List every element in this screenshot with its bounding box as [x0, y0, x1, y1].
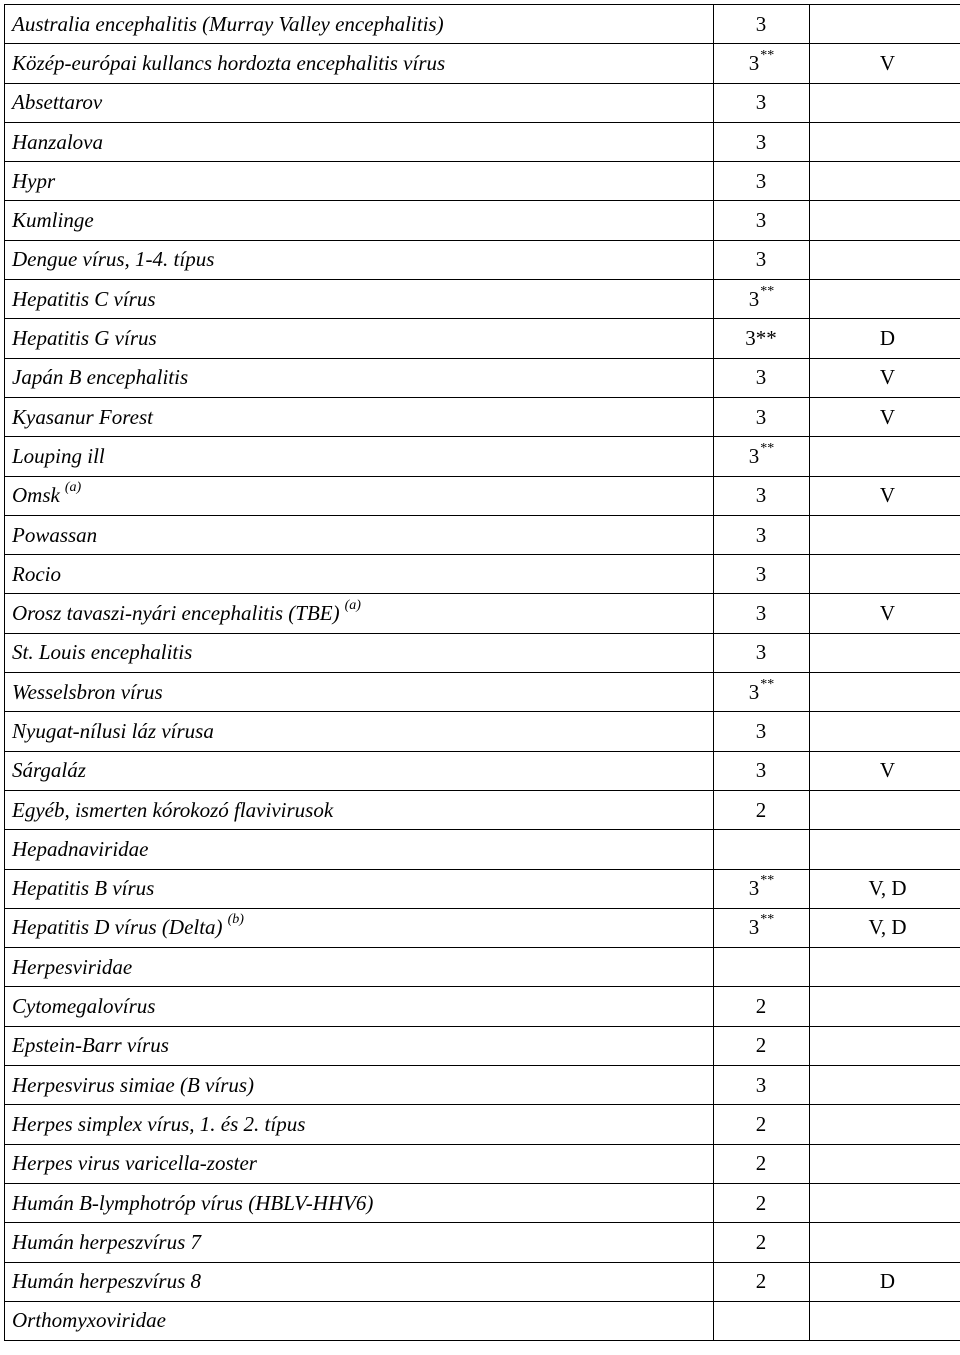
agent-name-cell: [5, 1066, 714, 1105]
agent-name: Herpes simplex vírus, 1. és 2. típus: [12, 1111, 306, 1136]
agent-name: Absettarov: [12, 90, 103, 115]
risk-group-cell: [714, 1262, 810, 1301]
agent-name: Nyugat-nílusi láz vírusa: [12, 718, 214, 743]
remarks-cell: [810, 1301, 960, 1340]
agent-name: Egyéb, ismerten kórokozó flavivirusok: [12, 797, 334, 822]
remarks-cell: [810, 1144, 960, 1183]
risk-group: 3: [755, 168, 767, 193]
remarks-cell: [810, 712, 960, 751]
agent-name-cell: [5, 83, 714, 122]
table-row: [5, 1105, 960, 1144]
agent-name-cell: [5, 1183, 714, 1222]
table-row: [5, 987, 960, 1026]
agent-name: Orosz tavaszi-nyári encephalitis (TBE): [12, 601, 340, 626]
risk-group: 3: [748, 679, 760, 704]
risk-group-cell: [714, 44, 810, 83]
agent-name-cell: [5, 987, 714, 1026]
risk-group-cell: [714, 633, 810, 672]
remarks-cell: [810, 1105, 960, 1144]
agent-name: Herpes virus varicella-zoster: [12, 1151, 257, 1176]
agent-name: Wesselsbron vírus: [12, 679, 163, 704]
risk-group-cell: [714, 83, 810, 122]
remarks-cell: [810, 122, 960, 161]
risk-group: 3: [755, 404, 767, 429]
table-row: [5, 5, 960, 44]
remarks-cell: [810, 1026, 960, 1065]
table-row: [5, 515, 960, 554]
agent-name-cell: [5, 319, 714, 358]
remarks-cell: V: [810, 358, 960, 397]
agent-name-cell: [5, 1026, 714, 1065]
risk-group: 3: [755, 1072, 767, 1097]
risk-group: 3: [748, 286, 760, 311]
agent-name: Rocio: [12, 561, 61, 586]
risk-group-cell: [714, 358, 810, 397]
risk-group-cell: [714, 515, 810, 554]
agent-name-cell: [5, 1105, 714, 1144]
risk-group: 3: [755, 90, 767, 115]
table-body: [5, 5, 960, 1341]
agent-name: Herpesviridae: [12, 954, 133, 979]
remarks-cell: [810, 987, 960, 1026]
agent-name-cell: [5, 201, 714, 240]
table-row: [5, 44, 960, 83]
risk-group: 3: [755, 640, 767, 665]
risk-group-cell: [714, 5, 810, 44]
risk-group: 3: [748, 876, 760, 901]
agent-name-cell: [5, 162, 714, 201]
table-row: [5, 122, 960, 161]
risk-group-note-mark: **: [760, 47, 775, 63]
remarks-cell: [810, 280, 960, 319]
agent-name-cell: [5, 948, 714, 987]
risk-group-cell: [714, 1183, 810, 1222]
risk-group: 2: [755, 1151, 767, 1176]
agent-name-cell: [5, 1301, 714, 1340]
agent-name-cell: [5, 751, 714, 790]
agent-name-cell: [5, 673, 714, 712]
risk-group-cell: [714, 280, 810, 319]
agent-name-note-mark: (b): [227, 912, 244, 928]
risk-group: 3: [755, 365, 767, 390]
risk-group: 3: [755, 247, 767, 272]
agent-name: Hepatitis D vírus (Delta): [12, 915, 223, 940]
remarks-cell: [810, 1223, 960, 1262]
risk-group-cell: [714, 712, 810, 751]
agent-name-cell: [5, 1223, 714, 1262]
risk-group-cell: [714, 397, 810, 436]
remarks-cell: V: [810, 397, 960, 436]
table-row: [5, 201, 960, 240]
table-row: [5, 83, 960, 122]
agent-name: Humán herpeszvírus 8: [12, 1269, 201, 1294]
risk-group: 3**: [745, 326, 777, 351]
agent-name-cell: [5, 555, 714, 594]
table-row: [5, 162, 960, 201]
risk-group: 2: [755, 1033, 767, 1058]
agent-name-cell: [5, 712, 714, 751]
agent-name: Hepatitis C vírus: [12, 286, 156, 311]
risk-group: 3: [755, 718, 767, 743]
remarks-cell: [810, 201, 960, 240]
remarks-cell: [810, 83, 960, 122]
agent-name-cell: [5, 869, 714, 908]
table-row: [5, 790, 960, 829]
agent-name-cell: [5, 790, 714, 829]
agent-name: St. Louis encephalitis: [12, 640, 193, 665]
risk-group: 2: [755, 1229, 767, 1254]
agent-name: Sárgaláz: [12, 758, 86, 783]
agent-name-cell: [5, 437, 714, 476]
table-row: [5, 751, 960, 790]
agent-name: Közép-európai kullancs hordozta encephalitis vírus: [12, 50, 446, 75]
agent-classification-table: [4, 4, 960, 1341]
table-row: [5, 1144, 960, 1183]
risk-group-note-mark: **: [760, 440, 775, 456]
remarks-cell: [810, 1183, 960, 1222]
remarks-cell: V: [810, 44, 960, 83]
table-row: [5, 476, 960, 515]
table-row: [5, 673, 960, 712]
table-row: [5, 1301, 960, 1340]
risk-group-cell: [714, 122, 810, 161]
risk-group: 3: [748, 443, 760, 468]
remarks-cell: [810, 633, 960, 672]
agent-name: Cytomegalovírus: [12, 994, 156, 1019]
agent-name-cell: [5, 515, 714, 554]
remarks-cell: [810, 240, 960, 279]
remarks-cell: V: [810, 594, 960, 633]
risk-group-cell: [714, 1105, 810, 1144]
agent-name-cell: [5, 908, 714, 947]
table-row: [5, 633, 960, 672]
risk-group: 3: [755, 758, 767, 783]
risk-group: 2: [755, 1111, 767, 1136]
risk-group-cell: [714, 1223, 810, 1262]
agent-name-cell: [5, 240, 714, 279]
risk-group-note-mark: **: [760, 283, 775, 299]
agent-name: Hepatitis G vírus: [12, 326, 157, 351]
remarks-cell: [810, 1066, 960, 1105]
remarks-cell: V, D: [810, 869, 960, 908]
table-row: [5, 712, 960, 751]
risk-group-cell: [714, 751, 810, 790]
table-row: [5, 948, 960, 987]
table-row: [5, 869, 960, 908]
remarks-cell: [810, 673, 960, 712]
risk-group: 3: [755, 601, 767, 626]
table-row: [5, 437, 960, 476]
agent-name-cell: [5, 397, 714, 436]
risk-group-cell: [714, 319, 810, 358]
risk-group-cell: [714, 790, 810, 829]
table-row: [5, 555, 960, 594]
agent-name-cell: [5, 1144, 714, 1183]
table-row: [5, 594, 960, 633]
risk-group-cell: [714, 1144, 810, 1183]
risk-group-cell: [714, 240, 810, 279]
risk-group-cell: [714, 594, 810, 633]
risk-group: 3: [748, 915, 760, 940]
agent-name: Hepadnaviridae: [12, 836, 149, 861]
agent-name: Australia encephalitis (Murray Valley encephalitis): [12, 11, 444, 36]
risk-group: 3: [755, 208, 767, 233]
agent-name-cell: [5, 44, 714, 83]
agent-name: Humán B-lymphotróp vírus (HBLV-HHV6): [12, 1190, 374, 1215]
risk-group: 3: [748, 50, 760, 75]
agent-name-cell: [5, 280, 714, 319]
agent-name: Powassan: [12, 522, 98, 547]
table-row: [5, 1066, 960, 1105]
table-row: [5, 358, 960, 397]
risk-group: 2: [755, 797, 767, 822]
agent-name-cell: [5, 633, 714, 672]
agent-name-cell: [5, 358, 714, 397]
risk-group-cell: [714, 830, 810, 869]
risk-group: 3: [755, 522, 767, 547]
risk-group-cell: [714, 948, 810, 987]
agent-name: Omsk: [12, 483, 60, 508]
remarks-cell: [810, 437, 960, 476]
table-row: [5, 1262, 960, 1301]
risk-group: 3: [755, 129, 767, 154]
risk-group-note-mark: **: [760, 676, 775, 692]
agent-name-cell: [5, 476, 714, 515]
agent-name: Hepatitis B vírus: [12, 876, 155, 901]
risk-group: 2: [755, 1269, 767, 1294]
remarks-cell: V: [810, 751, 960, 790]
risk-group: 3: [755, 561, 767, 586]
agent-name-cell: [5, 1262, 714, 1301]
agent-name: Epstein-Barr vírus: [12, 1033, 169, 1058]
risk-group-cell: [714, 437, 810, 476]
agent-name-note-mark: (a): [64, 480, 82, 496]
table-row: [5, 908, 960, 947]
agent-name-cell: [5, 830, 714, 869]
agent-name: Dengue vírus, 1-4. típus: [12, 247, 215, 272]
agent-name-cell: [5, 122, 714, 161]
risk-group: 3: [755, 11, 767, 36]
remarks-cell: D: [810, 1262, 960, 1301]
agent-name: Humán herpeszvírus 7: [12, 1229, 201, 1254]
table-row: [5, 240, 960, 279]
remarks-cell: [810, 830, 960, 869]
remarks-cell: [810, 162, 960, 201]
risk-group-note-mark: **: [760, 912, 775, 928]
risk-group: 2: [755, 994, 767, 1019]
table-row: [5, 1026, 960, 1065]
risk-group-cell: [714, 673, 810, 712]
remarks-cell: [810, 515, 960, 554]
risk-group-cell: [714, 908, 810, 947]
risk-group: 2: [755, 1190, 767, 1215]
remarks-cell: V, D: [810, 908, 960, 947]
remarks-cell: [810, 790, 960, 829]
risk-group-cell: [714, 987, 810, 1026]
agent-name: Hanzalova: [12, 129, 103, 154]
risk-group-note-mark: **: [760, 873, 775, 889]
risk-group-cell: [714, 1066, 810, 1105]
table-row: [5, 319, 960, 358]
agent-name: Herpesvirus simiae (B vírus): [12, 1072, 255, 1097]
remarks-cell: [810, 555, 960, 594]
table-row: [5, 1183, 960, 1222]
remarks-cell: D: [810, 319, 960, 358]
risk-group-cell: [714, 201, 810, 240]
risk-group-cell: [714, 555, 810, 594]
risk-group: 3: [755, 483, 767, 508]
agent-name: Kyasanur Forest: [12, 404, 153, 429]
agent-name-cell: [5, 594, 714, 633]
table-row: [5, 397, 960, 436]
table-row: [5, 1223, 960, 1262]
table-row: [5, 280, 960, 319]
agent-name: Hypr: [12, 168, 56, 193]
risk-group-cell: [714, 162, 810, 201]
agent-name-note-mark: (a): [344, 598, 361, 614]
remarks-cell: V: [810, 476, 960, 515]
risk-group-cell: [714, 1026, 810, 1065]
table-row: [5, 830, 960, 869]
remarks-cell: [810, 5, 960, 44]
agent-name-cell: [5, 5, 714, 44]
agent-name: Orthomyxoviridae: [12, 1308, 166, 1333]
agent-name: Japán B encephalitis: [12, 365, 189, 390]
risk-group-cell: [714, 476, 810, 515]
remarks-cell: [810, 948, 960, 987]
agent-name: Louping ill: [12, 443, 105, 468]
risk-group-cell: [714, 869, 810, 908]
agent-name: Kumlinge: [12, 208, 94, 233]
risk-group-cell: [714, 1301, 810, 1340]
